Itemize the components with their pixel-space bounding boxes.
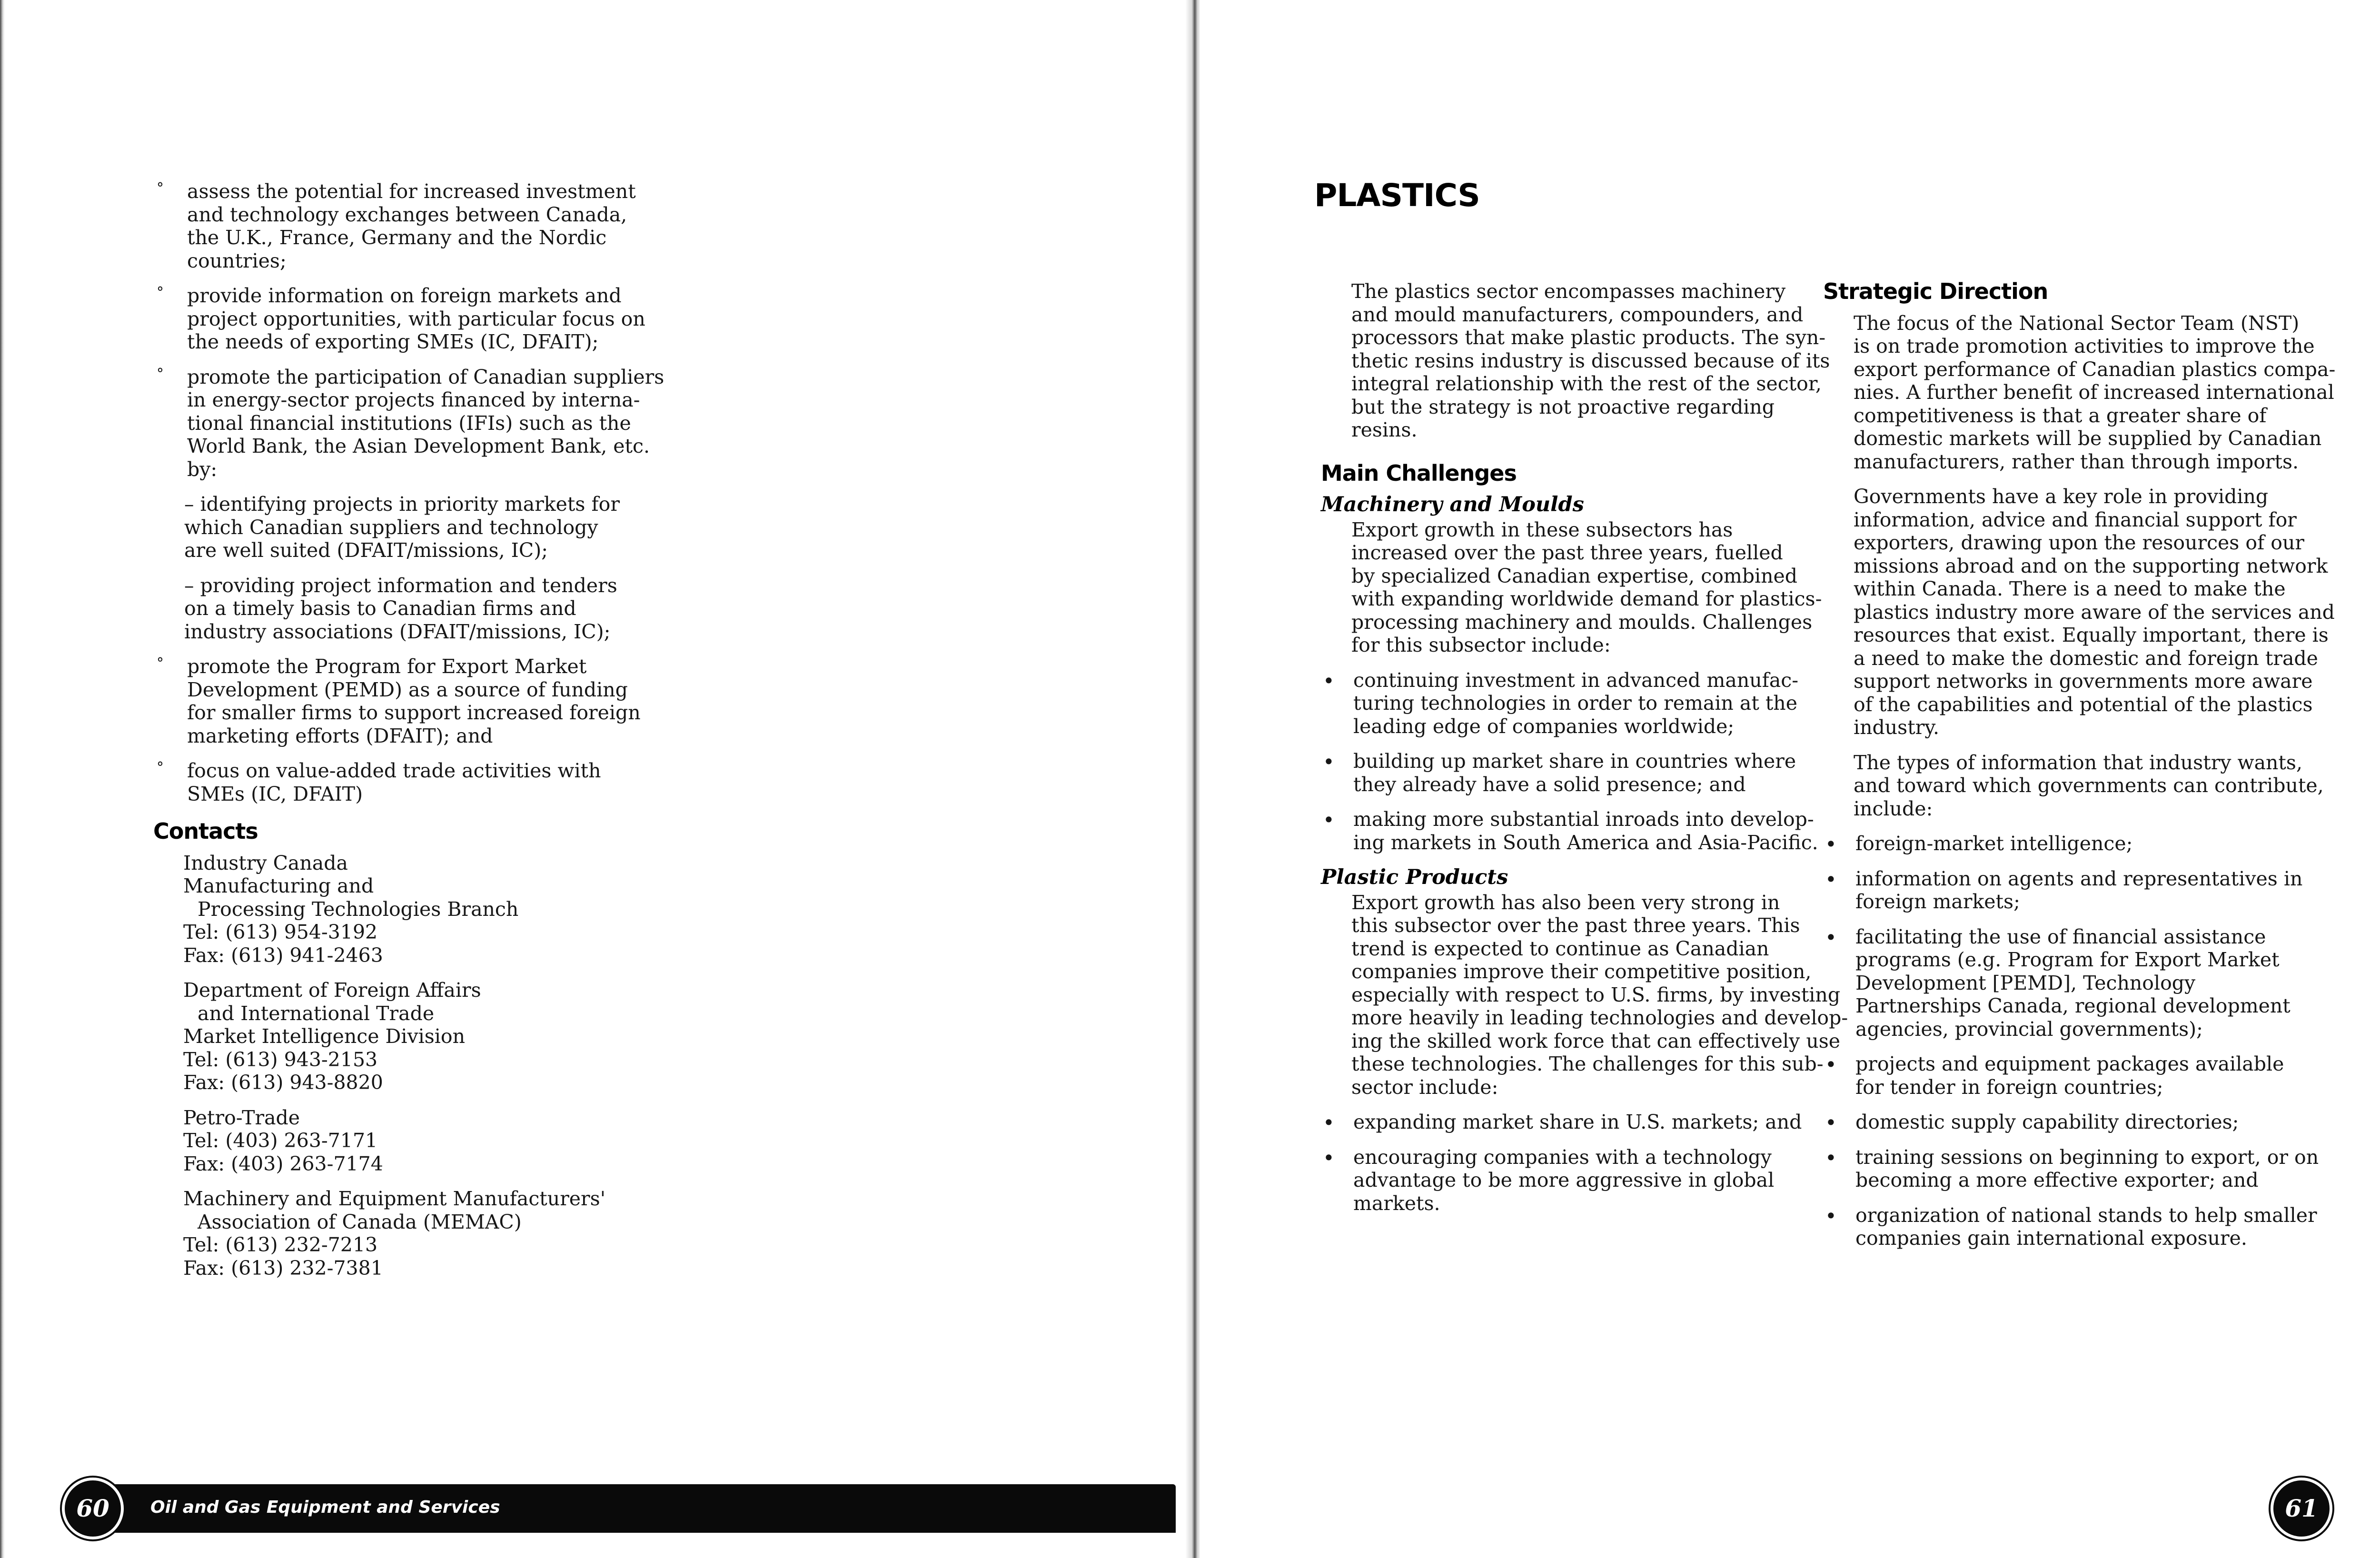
list-item-line: provide information on foreign markets and (187, 284, 622, 307)
bullet-marker: • (1323, 669, 1335, 693)
contact-line: Fax: (403) 263-7174 (183, 1152, 383, 1175)
strategic-bullets (1823, 832, 2328, 1250)
text-line: sector include: (1351, 1075, 1498, 1099)
contact-line: Association of Canada (MEMAC) (198, 1210, 522, 1233)
contact-line: Market Intelligence Division (183, 1025, 465, 1048)
list-item (1823, 925, 2328, 1041)
list-item (155, 493, 631, 562)
list-item-line: organization of national stands to help smaller (1855, 1203, 2317, 1227)
text-line: integral relationship with the rest of the sector, (1351, 372, 1822, 395)
text-line: for this subsector include: (1351, 634, 1611, 656)
text-line: processors that make plastic products. The syn- (1351, 326, 1826, 349)
text-line: a need to make the domestic and foreign trade (1854, 646, 2318, 670)
list-item-line: expanding market share in U.S. markets; and (1353, 1111, 1802, 1133)
list-item-line: foreign markets; (1855, 890, 2020, 913)
contact-line: Processing Technologies Branch (198, 897, 519, 921)
contact-block (155, 852, 631, 967)
sub-bullet-list (155, 493, 631, 643)
main-challenges-heading: Main Challenges (1321, 460, 1517, 486)
contact-line: Department of Foreign Affairs (183, 979, 481, 1002)
list-item-line: – identifying projects in priority markets for (184, 493, 620, 516)
machinery-paragraph (1321, 518, 1822, 657)
list-item-line: advantage to be more aggressive in global (1353, 1169, 1775, 1191)
contact-line: Tel: (403) 263-7171 (183, 1129, 378, 1152)
list-item-line: projects and equipment packages available (1855, 1052, 2284, 1075)
list-item (1823, 1052, 2328, 1099)
contact-line: Fax: (613) 943-8820 (183, 1071, 383, 1094)
list-item-line: continuing investment in advanced manufac- (1353, 668, 1799, 692)
list-item-line: markets. (1353, 1191, 1440, 1215)
list-item-line: information on agents and representatives in (1855, 867, 2303, 890)
contact-block (155, 1187, 631, 1280)
bullet-marker: • (1825, 833, 1837, 856)
list-item (1823, 1204, 2328, 1250)
list-item-line: Development (PEMD) as a source of funding (187, 678, 628, 701)
text-line: this subsector over the past three years. This (1351, 914, 1800, 937)
contact-line: Industry Canada (183, 851, 348, 874)
text-line: especially with respect to U.S. firms, by investing (1351, 983, 1841, 1006)
text-line: with expanding worldwide demand for plastics- (1351, 587, 1822, 610)
list-item-line: making more substantial inroads into develop- (1353, 808, 1814, 831)
list-item-line: in energy-sector projects financed by interna- (187, 388, 640, 411)
list-item-line: tional financial institutions (IFIs) such as the (187, 411, 631, 435)
text-line: increased over the past three years, fuelled (1351, 541, 1783, 564)
strategic-direction-heading: Strategic Direction (1823, 278, 2048, 304)
list-item (1321, 808, 1818, 854)
list-item-line: becoming a more effective exporter; and (1855, 1169, 2259, 1191)
bullet-marker: • (1323, 1111, 1335, 1134)
bullet-marker: • (1825, 1204, 1837, 1228)
list-item-line: industry associations (DFAIT/missions, IC); (184, 620, 611, 643)
text-line: trend is expected to continue as Canadian (1351, 937, 1769, 960)
list-item (1321, 669, 1806, 738)
list-item-line: domestic supply capability directories; (1855, 1111, 2239, 1133)
text-line: competitiveness is that a greater share of (1854, 404, 2267, 427)
list-item-line: focus on value-added trade activities with (187, 759, 601, 782)
list-item-line: promote the participation of Canadian suppliers (187, 365, 664, 388)
list-item-line: are well suited (DFAIT/missions, IC); (184, 539, 548, 562)
bullet-list-bottom (155, 655, 641, 805)
strategic-paragraph-3 (1823, 751, 2328, 821)
bullet-marker: ° (157, 655, 164, 672)
text-line: Governments have a key role in providing (1854, 485, 2269, 508)
list-item-line: SMEs (IC, DFAIT) (187, 782, 363, 805)
text-line: industry. (1854, 716, 1940, 739)
list-item-line: marketing efforts (DFAIT); and (187, 724, 493, 747)
list-item-line: companies gain international exposure. (1855, 1227, 2247, 1250)
text-line: by specialized Canadian expertise, combined (1351, 564, 1798, 587)
list-item (1823, 1111, 2328, 1134)
list-item-line: – providing project information and tenders (184, 574, 617, 597)
list-item (155, 365, 664, 481)
list-item-line: training sessions on beginning to export, or on (1855, 1145, 2319, 1169)
text-line: The focus of the National Sector Team (NST) (1854, 311, 2300, 335)
list-item-line: Partnerships Canada, regional development (1855, 994, 2291, 1017)
text-line: plastics industry more aware of the services and (1854, 600, 2335, 624)
contacts-list (155, 852, 631, 1280)
contact-line: Tel: (613) 232-7213 (183, 1233, 378, 1256)
text-line: domestic markets will be supplied by Canadian (1854, 427, 2322, 450)
text-line: The types of information that industry wants, (1854, 751, 2302, 774)
text-line: resins. (1351, 418, 1418, 441)
contact-block (155, 1106, 631, 1176)
list-item-line: the U.K., France, Germany and the Nordic (187, 226, 607, 249)
list-item-line: and technology exchanges between Canada, (187, 203, 627, 226)
bullet-marker: • (1323, 1146, 1335, 1170)
text-line: these technologies. The challenges for this sub- (1351, 1052, 1824, 1075)
list-item-line: foreign-market intelligence; (1855, 832, 2133, 855)
page-number-right: 61 (2271, 1478, 2332, 1539)
bullet-marker: • (1825, 925, 1837, 949)
text-line: manufacturers, rather than through imports. (1854, 450, 2299, 473)
bullet-marker: • (1825, 1111, 1837, 1134)
text-line: Export growth has also been very strong in (1351, 891, 1780, 914)
text-line: thetic resins industry is discussed because of its (1351, 349, 1830, 372)
list-item-line: encouraging companies with a technology (1353, 1145, 1772, 1169)
contact-line: Machinery and Equipment Manufacturers' (183, 1187, 605, 1210)
bullet-marker: ° (157, 759, 164, 776)
page-number-left: 60 (62, 1478, 124, 1539)
contacts-heading: Contacts (153, 818, 258, 844)
list-item-line: on a timely basis to Canadian firms and (184, 597, 576, 620)
text-line: within Canada. There is a need to make the (1854, 577, 2286, 600)
text-line: and mould manufacturers, compounders, and (1351, 303, 1804, 326)
contact-line: and International Trade (198, 1002, 435, 1025)
page-edge-shadow (0, 0, 5, 1558)
list-item-line: turing technologies in order to remain at the (1353, 692, 1797, 714)
text-line: The plastics sector encompasses machinery (1351, 280, 1786, 303)
list-item-line: which Canadian suppliers and technology (184, 516, 598, 539)
bullet-marker: ° (157, 365, 164, 382)
contact-line: Petro-Trade (183, 1106, 300, 1129)
text-line: missions abroad and on the supporting network (1854, 554, 2328, 577)
list-item-line: ing markets in South America and Asia-Pacific. (1353, 831, 1818, 854)
text-line: nies. A further benefit of increased international (1854, 381, 2334, 404)
list-item (155, 759, 631, 805)
machinery-heading: Machinery and Moulds (1321, 493, 1584, 516)
list-item (1321, 1111, 1806, 1134)
bullet-marker: ° (157, 180, 164, 197)
strategic-paragraph-2 (1823, 485, 2335, 739)
text-line: export performance of Canadian plastics compa- (1854, 357, 2336, 381)
list-item-line: programs (e.g. Program for Export Market (1855, 948, 2280, 971)
list-item (1321, 750, 1806, 796)
text-line: is on trade promotion activities to improve the (1854, 335, 2315, 357)
text-line: resources that exist. Equally important, there is (1854, 624, 2329, 646)
plastic-products-heading: Plastic Products (1321, 865, 1508, 889)
contact-block (155, 979, 631, 1094)
contact-line: Fax: (613) 232-7381 (183, 1256, 383, 1280)
list-item (1823, 867, 2328, 913)
list-item (1321, 1146, 1806, 1215)
footer-bar-left (109, 1484, 1176, 1533)
contact-line: Fax: (613) 941-2463 (183, 943, 383, 967)
list-item (1823, 832, 2328, 855)
text-line: of the capabilities and potential of the plastics (1854, 693, 2313, 716)
text-line: information, advice and financial support for (1854, 508, 2297, 531)
plastic-products-paragraph (1321, 891, 1848, 1099)
right-column-right (1823, 278, 2336, 1262)
bullet-marker: • (1323, 750, 1335, 774)
text-line: but the strategy is not proactive regarding (1351, 395, 1775, 418)
list-item (155, 180, 636, 272)
bullet-marker: • (1323, 808, 1335, 832)
text-line: processing machinery and moulds. Challenges (1351, 610, 1813, 634)
list-item-line: for tender in foreign countries; (1855, 1075, 2163, 1099)
list-item-line: by: (187, 457, 218, 481)
text-line: companies improve their competitive position, (1351, 960, 1812, 983)
bullet-marker: ° (157, 284, 164, 301)
bullet-marker: • (1825, 1146, 1837, 1170)
text-line: more heavily in leading technologies and develop- (1351, 1006, 1848, 1029)
list-item-line: promote the Program for Export Market (187, 655, 587, 678)
text-line: include: (1854, 797, 1933, 820)
list-item-line: they already have a solid presence; and (1353, 773, 1746, 796)
list-item-line: agencies, provincial governments); (1855, 1017, 2203, 1041)
text-line: Export growth in these subsectors has (1351, 518, 1733, 541)
list-item-line: leading edge of companies worldwide; (1353, 714, 1735, 738)
list-item-line: for smaller firms to support increased foreign (187, 701, 641, 724)
text-line: and toward which governments can contribute, (1854, 774, 2324, 797)
list-item-line: World Bank, the Asian Development Bank, etc. (187, 435, 650, 457)
list-item-line: Development [PEMD], Technology (1855, 971, 2196, 994)
list-item (155, 574, 631, 644)
right-column-left (1321, 280, 1848, 1227)
contact-line: Tel: (613) 954-3192 (183, 921, 378, 943)
strategic-paragraph-1 (1823, 311, 2336, 474)
left-column (153, 180, 664, 1291)
list-item-line: facilitating the use of financial assistance (1855, 925, 2266, 948)
bullet-list-top (155, 180, 664, 481)
text-line: exporters, drawing upon the resources of our (1854, 531, 2304, 554)
list-item (1823, 1146, 2328, 1192)
list-item-line: the needs of exporting SMEs (IC, DFAIT); (187, 330, 599, 353)
text-line: support networks in governments more aware (1854, 670, 2313, 693)
plastic-products-bullets (1321, 1111, 1806, 1215)
contact-line: Tel: (613) 943-2153 (183, 1048, 378, 1071)
list-item-line: countries; (187, 249, 287, 272)
list-item (155, 284, 645, 354)
footer-title-left: Oil and Gas Equipment and Services (150, 1498, 500, 1517)
contact-line: Manufacturing and (183, 874, 374, 897)
list-item-line: project opportunities, with particular focus on (187, 307, 645, 330)
list-item-line: assess the potential for increased investment (187, 180, 636, 203)
bullet-marker: • (1825, 867, 1837, 891)
machinery-bullets (1321, 668, 1818, 854)
list-item (155, 655, 641, 747)
page-title: PLASTICS (1314, 177, 1480, 214)
text-line: ing the skilled work force that can effectively use (1351, 1029, 1841, 1052)
list-item-line: building up market share in countries where (1353, 750, 1796, 773)
intro-paragraph (1321, 280, 1830, 442)
right-page (1200, 0, 2380, 1558)
bullet-marker: • (1825, 1053, 1837, 1076)
